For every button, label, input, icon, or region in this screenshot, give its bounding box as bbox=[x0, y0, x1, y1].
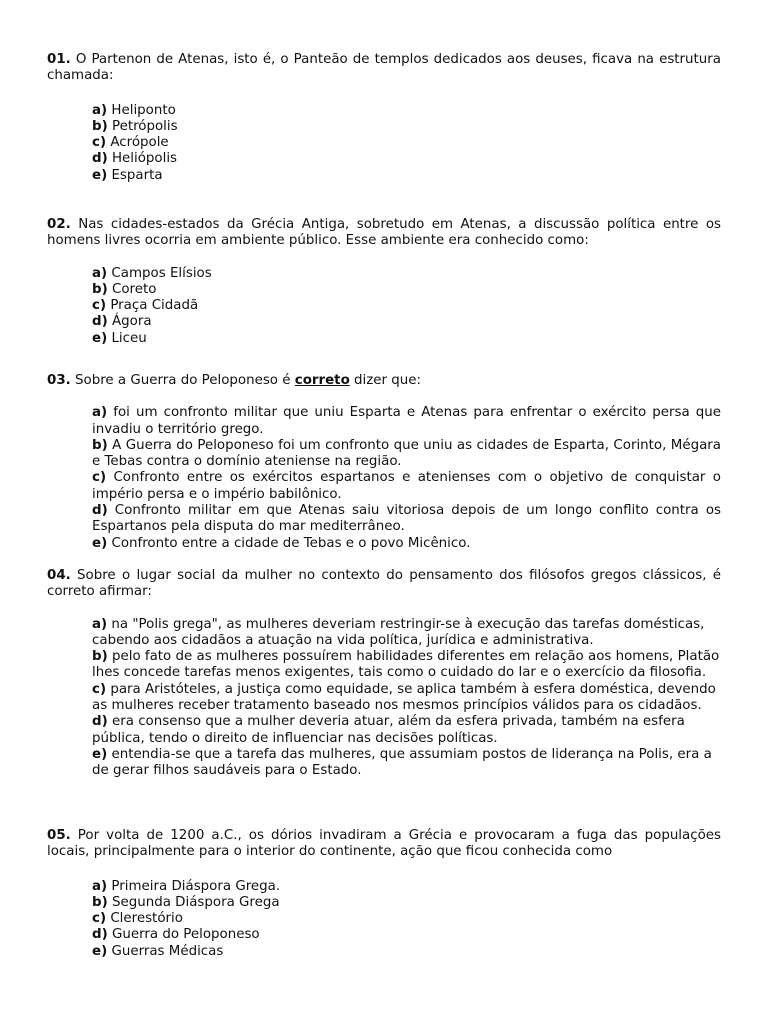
option-text: na "Polis grega", as mulheres deveriam restringir-se à execução das tarefas domésticas, cabendo aos cidadãos a atuação na vida política, jurídica e administrativa. bbox=[92, 616, 705, 648]
option-text: Campos Elísios bbox=[111, 265, 212, 281]
option-letter: c) bbox=[92, 135, 107, 151]
option-d bbox=[92, 714, 721, 747]
option-letter: b) bbox=[92, 437, 108, 453]
question-number: 03. bbox=[47, 373, 71, 388]
option-letter: e) bbox=[92, 943, 108, 959]
option-letter: e) bbox=[92, 167, 108, 183]
option-list bbox=[47, 617, 721, 780]
question-stem bbox=[47, 828, 721, 861]
option-letter: e) bbox=[92, 330, 108, 346]
option-text: Confronto militar em que Atenas saiu vitoriosa depois de um longo conflito contra os Espartanos pela disputa do mar mediterrâneo. bbox=[92, 503, 721, 535]
question-number: 01. bbox=[47, 52, 71, 67]
option-text: Heliópolis bbox=[111, 151, 178, 167]
question-stem bbox=[47, 568, 721, 601]
option-letter: a) bbox=[92, 102, 108, 118]
option-letter: d) bbox=[92, 714, 108, 730]
option-e bbox=[92, 168, 721, 184]
option-e bbox=[92, 331, 721, 347]
option-a bbox=[92, 103, 721, 119]
option-letter: c) bbox=[92, 470, 107, 486]
option-list bbox=[47, 879, 721, 960]
option-list bbox=[47, 405, 721, 552]
option-text: Clerestório bbox=[110, 911, 183, 927]
question-02 bbox=[47, 217, 721, 347]
option-letter: a) bbox=[92, 405, 108, 421]
option-text: Acrópole bbox=[110, 135, 169, 151]
question-03 bbox=[47, 373, 721, 552]
option-text: era consenso que a mulher deveria atuar, além da esfera privada, também na esfera pública, tendo o direito de influenciar nas decisões políticas. bbox=[92, 714, 685, 746]
question-stem bbox=[47, 373, 721, 389]
option-text: Heliponto bbox=[111, 102, 176, 118]
option-text: Guerras Médicas bbox=[111, 943, 224, 959]
question-05 bbox=[47, 828, 721, 960]
option-d bbox=[92, 151, 721, 167]
question-text: Sobre a Guerra do Peloponeso é bbox=[75, 373, 291, 388]
option-c bbox=[92, 470, 721, 503]
option-letter: d) bbox=[92, 927, 108, 943]
option-letter: c) bbox=[92, 298, 107, 314]
question-text: Sobre o lugar social da mulher no contexto do pensamento dos filósofos gregos clássicos, é correto afirmar: bbox=[47, 568, 721, 600]
option-text: Confronto entre os exércitos espartanos e atenienses com o objetivo de conquistar o império persa e o império babilônico. bbox=[92, 470, 721, 502]
option-text: Esparta bbox=[111, 167, 163, 183]
option-text: A Guerra do Peloponeso foi um confronto que uniu as cidades de Esparta, Corinto, Mégara e Tebas contra o domínio ateniense na região. bbox=[92, 437, 721, 470]
option-a bbox=[92, 617, 721, 650]
option-c bbox=[92, 135, 721, 151]
option-text: Segunda Diáspora Grega bbox=[111, 894, 280, 910]
question-number: 05. bbox=[47, 828, 71, 843]
question-text-end: dizer que: bbox=[354, 373, 422, 388]
question-number: 02. bbox=[47, 217, 71, 232]
option-text: foi um confronto militar que uniu Esparta e Atenas para enfrentar o exército persa que invadiu o território grego. bbox=[92, 405, 721, 437]
option-letter: a) bbox=[92, 878, 108, 894]
option-text: Ágora bbox=[111, 314, 152, 330]
option-letter: d) bbox=[92, 314, 108, 330]
option-text: Primeira Diáspora Grega. bbox=[111, 878, 281, 894]
option-letter: e) bbox=[92, 746, 108, 762]
option-b bbox=[92, 438, 721, 471]
question-text: Nas cidades-estados da Grécia Antiga, sobretudo em Atenas, a discussão política entre os homens livres ocorria em ambiente público. Esse ambiente era conhecido como: bbox=[47, 217, 722, 249]
option-letter: a) bbox=[92, 265, 108, 281]
option-letter: b) bbox=[92, 118, 108, 134]
option-d bbox=[92, 927, 721, 943]
question-01 bbox=[47, 52, 721, 184]
option-e bbox=[92, 747, 721, 780]
question-number: 04. bbox=[47, 568, 71, 583]
option-letter: b) bbox=[92, 894, 108, 910]
option-letter: e) bbox=[92, 535, 108, 551]
option-d bbox=[92, 503, 721, 536]
option-c bbox=[92, 298, 721, 314]
question-04 bbox=[47, 568, 721, 780]
option-letter: d) bbox=[92, 151, 108, 167]
option-b bbox=[92, 895, 721, 911]
option-text: Liceu bbox=[111, 330, 147, 346]
question-stem bbox=[47, 217, 721, 250]
option-c bbox=[92, 682, 721, 715]
option-text: pelo fato de as mulheres possuírem habilidades diferentes em relação aos homens, Platão lhes concede tarefas menos exigentes, tais como o cuidado do lar e o exercício da filosofia. bbox=[92, 649, 720, 681]
option-b bbox=[92, 282, 721, 298]
option-letter: c) bbox=[92, 681, 107, 697]
option-text: entendia-se que a tarefa das mulheres, que assumiam postos de liderança na Polis, era a de gerar filhos saudáveis para o Estado. bbox=[92, 746, 712, 779]
question-text: Por volta de 1200 a.C., os dórios invadiram a Grécia e provocaram a fuga das populações locais, principalmente para o interior do continente, ação que ficou conhecida como bbox=[47, 828, 721, 860]
option-text: Coreto bbox=[111, 281, 157, 297]
option-letter: b) bbox=[92, 281, 108, 297]
option-c bbox=[92, 911, 721, 927]
question-text: O Partenon de Atenas, isto é, o Panteão de templos dedicados aos deuses, ficava na estrutura chamada: bbox=[47, 52, 721, 84]
option-text: Praça Cidadã bbox=[110, 298, 199, 314]
option-text: Petrópolis bbox=[111, 118, 178, 134]
option-text: para Aristóteles, a justiça como equidade, se aplica também à esfera doméstica, devendo as mulheres receber tratamento baseado nos mesmos princípios válidos para os cidadãos. bbox=[92, 681, 716, 714]
option-e bbox=[92, 536, 721, 552]
option-a bbox=[92, 405, 721, 438]
option-letter: b) bbox=[92, 649, 108, 665]
option-d bbox=[92, 314, 721, 330]
question-stem bbox=[47, 52, 721, 85]
option-a bbox=[92, 266, 721, 282]
option-letter: d) bbox=[92, 503, 108, 519]
option-letter: a) bbox=[92, 616, 108, 632]
option-letter: c) bbox=[92, 911, 107, 927]
option-list bbox=[47, 103, 721, 184]
emphasis-correto: correto bbox=[294, 373, 350, 388]
option-b bbox=[92, 649, 721, 682]
option-text: Confronto entre a cidade de Tebas e o povo Micênico. bbox=[111, 535, 471, 551]
option-list bbox=[47, 266, 721, 347]
option-a bbox=[92, 879, 721, 895]
option-text: Guerra do Peloponeso bbox=[111, 927, 260, 943]
option-b bbox=[92, 119, 721, 135]
option-e bbox=[92, 944, 721, 960]
